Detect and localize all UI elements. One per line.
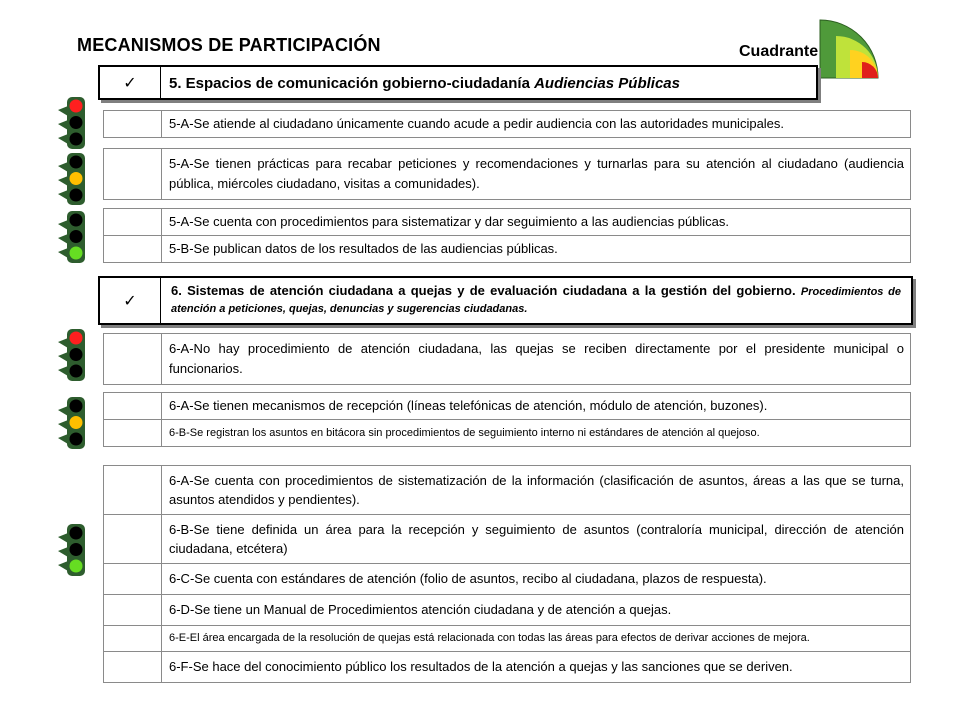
traffic-lamp-green	[70, 433, 83, 446]
criterion-text: 6-F-Se hace del conocimiento público los resultados de la atención a quejas y las sanciones que se deriven.	[162, 652, 911, 683]
table-row	[104, 334, 911, 385]
criterion-text: 5-A-Se cuenta con procedimientos para sistematizar y dar seguimiento a las audiencias públicas.	[162, 209, 911, 236]
table-row	[104, 236, 911, 263]
traffic-lamp-yellow	[70, 172, 83, 185]
traffic-light-flap	[58, 162, 68, 172]
traffic-lamp-yellow	[70, 348, 83, 361]
criterion-text: 5-A-Se atiende al ciudadano únicamente cuando acude a pedir audiencia con las autoridades municipales.	[162, 111, 911, 138]
criterion-text: 5-B-Se publican datos de los resultados de las audiencias públicas.	[162, 236, 911, 263]
check-icon: ✓	[100, 278, 161, 323]
traffic-light-flap	[58, 248, 68, 258]
table-row	[104, 466, 911, 515]
traffic-lamp-red	[70, 527, 83, 540]
traffic-lamp-red	[70, 400, 83, 413]
traffic-light-flap	[58, 366, 68, 376]
traffic-light-yellow-icon	[56, 396, 96, 450]
section6-group-yellow	[103, 392, 911, 447]
criterion-text: 6-E-El área encargada de la resolución de quejas está relacionada con todas las áreas para efectos de derivar acciones de mejora.	[162, 626, 911, 652]
traffic-light-flap	[58, 338, 68, 348]
table-row	[104, 209, 911, 236]
traffic-light-flap	[58, 106, 68, 116]
traffic-light-flap	[58, 352, 68, 362]
section5-group-red	[103, 110, 911, 138]
quadrant-label: Cuadrante	[739, 43, 819, 60]
traffic-lamp-red	[70, 332, 83, 345]
traffic-light-flap	[58, 547, 68, 557]
section5-heading: 5. Espacios de comunicación gobierno-ciudadanía Audiencias Públicas	[169, 75, 680, 92]
traffic-light-flap	[58, 434, 68, 444]
table-row	[104, 420, 911, 447]
section5-group-yellow	[103, 148, 911, 200]
traffic-lamp-yellow	[70, 416, 83, 429]
traffic-lamp-green	[70, 133, 83, 146]
traffic-light-flap	[58, 134, 68, 144]
quadrant-icon	[818, 18, 898, 80]
table-row	[104, 564, 911, 595]
traffic-light-flap	[58, 406, 68, 416]
traffic-lamp-green	[70, 247, 83, 260]
traffic-light-flap	[58, 420, 68, 430]
criterion-text: 6-B-Se tiene definida un área para la recepción y seguimiento de asuntos (contraloría municipal, dirección de atención ciudadana, etcétera)	[162, 515, 911, 564]
traffic-light-red-icon	[56, 328, 96, 382]
traffic-light-flap	[58, 561, 68, 571]
table-row	[104, 111, 911, 138]
traffic-light-green-icon	[56, 516, 96, 584]
traffic-light-red-icon	[56, 96, 96, 150]
table-row	[104, 515, 911, 564]
traffic-lamp-red	[70, 156, 83, 169]
criterion-text: 6-D-Se tiene un Manual de Procedimientos atención ciudadana y de atención a quejas.	[162, 595, 911, 626]
traffic-lamp-red	[70, 214, 83, 227]
page-title: MECANISMOS DE PARTICIPACIÓN	[77, 35, 381, 55]
traffic-light-flap	[58, 533, 68, 543]
criterion-text: 5-A-Se tienen prácticas para recabar peticiones y recomendaciones y turnarlas para su atención al ciudadano (audiencia pública, miércoles ciudadano, visitas a comunidades).	[162, 149, 911, 200]
check-icon: ✓	[100, 67, 161, 98]
section6-heading: 6. Sistemas de atención ciudadana a quejas y de evaluación ciudadana a la gestión del gobierno. Procedimientos de atención a peticiones, quejas, denuncias y sugerencias ciudadanas.	[171, 283, 901, 315]
section6-group-green	[103, 465, 911, 683]
traffic-light-flap	[58, 220, 68, 230]
table-row	[104, 393, 911, 420]
traffic-lamp-yellow	[70, 116, 83, 129]
section6-group-red	[103, 333, 911, 385]
criterion-text: 6-C-Se cuenta con estándares de atención (folio de asuntos, recibo al ciudadana, plazos de respuesta).	[162, 564, 911, 595]
criterion-text: 6-A-Se tienen mecanismos de recepción (líneas telefónicas de atención, módulo de atención, buzones).	[162, 393, 911, 420]
table-row	[104, 652, 911, 683]
traffic-lamp-green	[70, 365, 83, 378]
table-row	[104, 149, 911, 200]
traffic-light-flap	[58, 234, 68, 244]
traffic-lamp-green	[70, 189, 83, 202]
section5-group-green	[103, 208, 911, 263]
traffic-lamp-yellow	[70, 543, 83, 556]
traffic-light-yellow-icon	[56, 152, 96, 206]
table-row	[104, 595, 911, 626]
traffic-lamp-green	[70, 560, 83, 573]
traffic-lamp-red	[70, 100, 83, 113]
traffic-light-flap	[58, 190, 68, 200]
criterion-text: 6-A-Se cuenta con procedimientos de sistematización de la información (clasificación de asuntos, áreas a las que se turna, asuntos atendidos y pendientes).	[162, 466, 911, 515]
traffic-light-flap	[58, 120, 68, 130]
section6-header	[98, 276, 913, 325]
criterion-text: 6-A-No hay procedimiento de atención ciudadana, las quejas se reciben directamente por el presidente municipal o funcionarios.	[162, 334, 911, 385]
criterion-text: 6-B-Se registran los asuntos en bitácora sin procedimientos de seguimiento interno ni estándares de atención al quejoso.	[162, 420, 911, 447]
traffic-light-green-icon	[56, 210, 96, 264]
table-row	[104, 626, 911, 652]
traffic-lamp-yellow	[70, 230, 83, 243]
section5-header	[98, 65, 818, 100]
traffic-light-flap	[58, 176, 68, 186]
